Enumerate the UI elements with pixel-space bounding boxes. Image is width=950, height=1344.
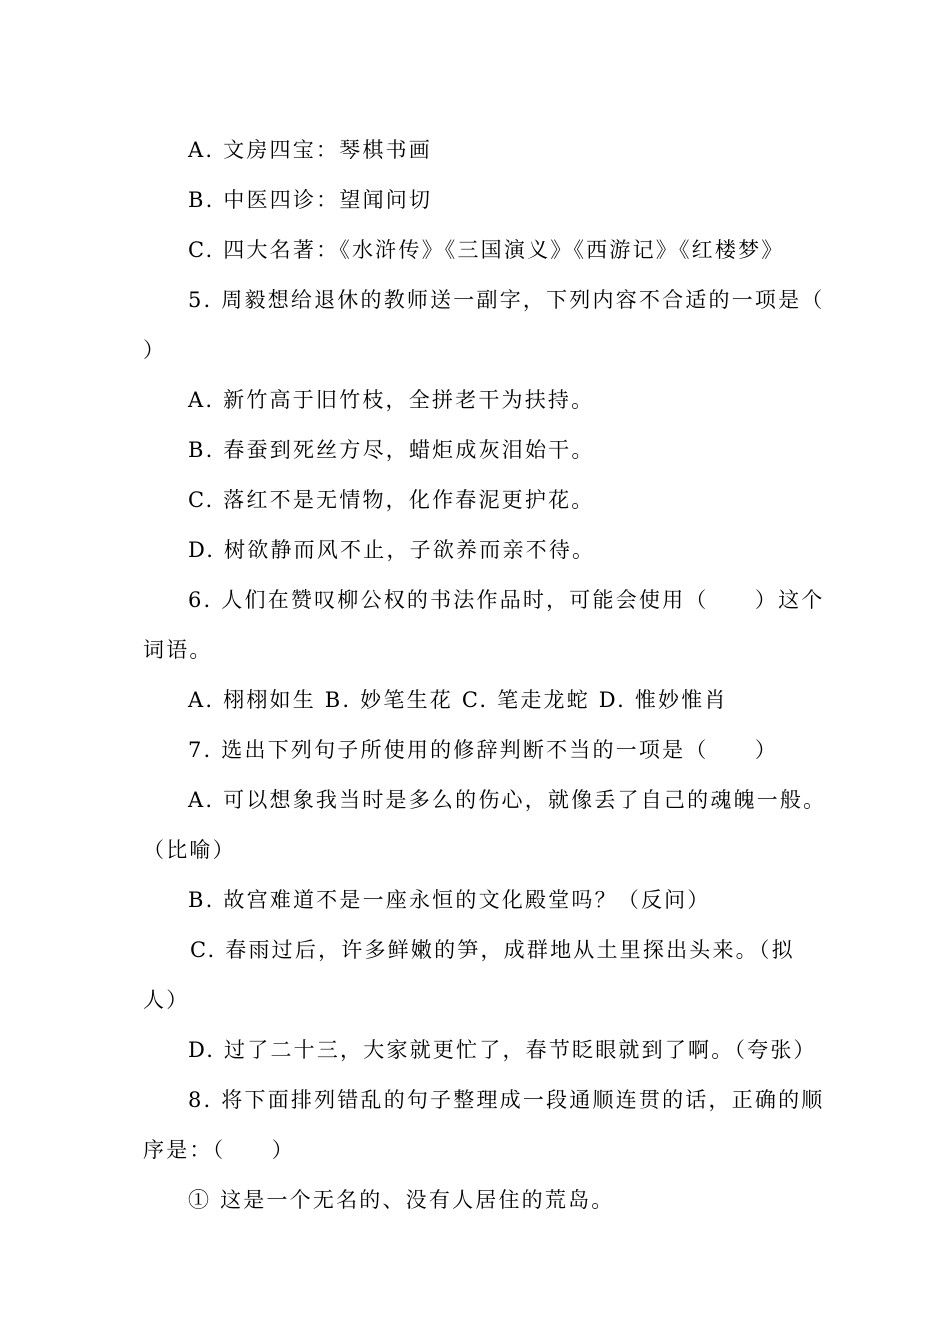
q7-option-c-cont: 人） — [143, 988, 190, 1012]
q8-stem-cont: 序是：（ ） — [143, 1138, 295, 1162]
q6-stem: 6. 人们在赞叹柳公权的书法作品时，可能会使用（ ）这个 — [188, 588, 825, 612]
q7-option-a-cont: （比喻） — [143, 838, 236, 862]
q5-stem-cont: ） — [143, 338, 167, 362]
q4-option-a: A. 文房四宝：琴棋书画 — [188, 138, 432, 162]
q5-option-c: C. 落红不是无情物，化作春泥更护花。 — [188, 488, 595, 512]
q6-options: A. 栩栩如生 B. 妙笔生花 C. 笔走龙蛇 D. 惟妙惟肖 — [188, 688, 728, 712]
q5-stem: 5. 周毅想给退休的教师送一副字，下列内容不合适的一项是（ — [188, 288, 825, 312]
q5-option-a: A. 新竹高于旧竹枝，全拼老干为扶持。 — [188, 388, 595, 412]
q6-stem-cont: 词语。 — [143, 638, 213, 662]
q8-stem: 8. 将下面排列错乱的句子整理成一段通顺连贯的话，正确的顺 — [188, 1088, 825, 1112]
q7-option-d: D. 过了二十三，大家就更忙了，春节眨眼就到了啊。（夸张） — [188, 1038, 817, 1062]
q8-sentence-1: ① 这是一个无名的、没有人居住的荒岛。 — [188, 1188, 615, 1212]
q7-option-a: A. 可以想象我当时是多么的伤心，就像丢了自己的魂魄一般。 — [188, 788, 827, 812]
q7-stem: 7. 选出下列句子所使用的修辞判断不当的一项是（ ） — [188, 738, 779, 762]
q4-option-b: B. 中医四诊：望闻问切 — [188, 188, 433, 212]
q5-option-d: D. 树欲静而风不止，子欲养而亲不待。 — [188, 538, 596, 562]
q5-option-b: B. 春蚕到死丝方尽，蜡炬成灰泪始干。 — [188, 438, 595, 462]
q7-option-c: C. 春雨过后，许多鲜嫩的笋，成群地从土里探出头来。（拟 — [190, 938, 795, 962]
q4-option-c: C. 四大名著：《水浒传》《三国演义》《西游记》《红楼梦》 — [188, 238, 785, 262]
q7-option-b: B. 故宫难道不是一座永恒的文化殿堂吗？（反问） — [188, 888, 711, 912]
